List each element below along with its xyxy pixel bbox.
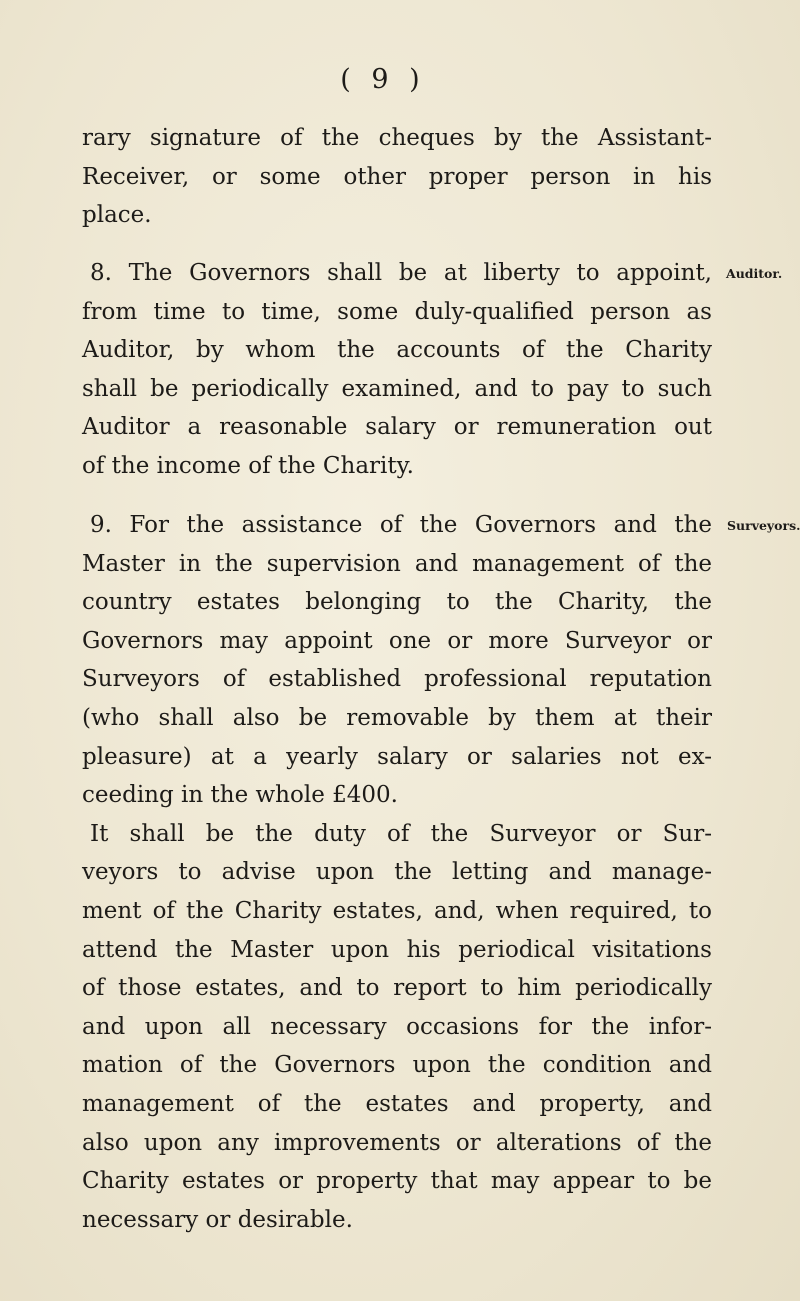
text-line: Master in the supervision and management of the — [82, 550, 712, 577]
text-line: pleasure) at a yearly salary or salaries not ex- — [82, 743, 712, 770]
text-line: It shall be the duty of the Surveyor or Sur- — [90, 820, 712, 847]
text-line: necessary or desirable. — [82, 1206, 353, 1233]
text-line: Governors may appoint one or more Surveyor or — [82, 627, 712, 654]
text-line: (who shall also be removable by them at their — [82, 704, 712, 731]
text-line: veyors to advise upon the letting and manage- — [82, 859, 712, 886]
text-line: ment of the Charity estates, and, when required, to — [82, 897, 712, 924]
text-line: attend the Master upon his periodical visitations — [82, 936, 712, 963]
text-line: Receiver, or some other proper person in his — [82, 163, 712, 190]
page-number: ( 9 ) — [340, 64, 426, 95]
text-line: place. — [82, 202, 152, 229]
text-line: and upon all necessary occasions for the infor- — [82, 1013, 712, 1040]
text-line: of the income of the Charity. — [82, 452, 414, 479]
text-line: management of the estates and property, and — [82, 1090, 712, 1117]
margin-note-auditor: Auditor. — [726, 266, 783, 281]
text-line: 8. The Governors shall be at liberty to appoint, — [90, 260, 712, 286]
text-line: rary signature of the cheques by the Assistant- — [82, 125, 712, 151]
text-line: country estates belonging to the Charity, the — [82, 589, 712, 616]
text-line: 9. For the assistance of the Governors and the — [90, 512, 712, 538]
text-line: Auditor, by whom the accounts of the Charity — [82, 337, 712, 364]
text-line: mation of the Governors upon the condition and — [82, 1052, 712, 1079]
margin-note-surveyors: Surveyors. — [727, 518, 800, 533]
section-9-paragraph — [82, 506, 712, 1239]
text-line: ceeding in the whole £400. — [82, 782, 398, 809]
section-8-paragraph — [82, 254, 712, 486]
text-line: from time to time, some duly-qualified person as — [82, 298, 712, 325]
text-line: Charity estates or property that may appear to be — [82, 1168, 712, 1195]
text-line: Surveyors of established professional reputation — [82, 666, 712, 693]
text-line: of those estates, and to report to him periodically — [82, 975, 712, 1002]
text-line: also upon any improvements or alterations of the — [82, 1129, 712, 1156]
continuation-paragraph — [82, 119, 712, 235]
text-line: shall be periodically examined, and to pay to such — [82, 375, 712, 402]
text-line: Auditor a reasonable salary or remuneration out — [82, 414, 712, 441]
